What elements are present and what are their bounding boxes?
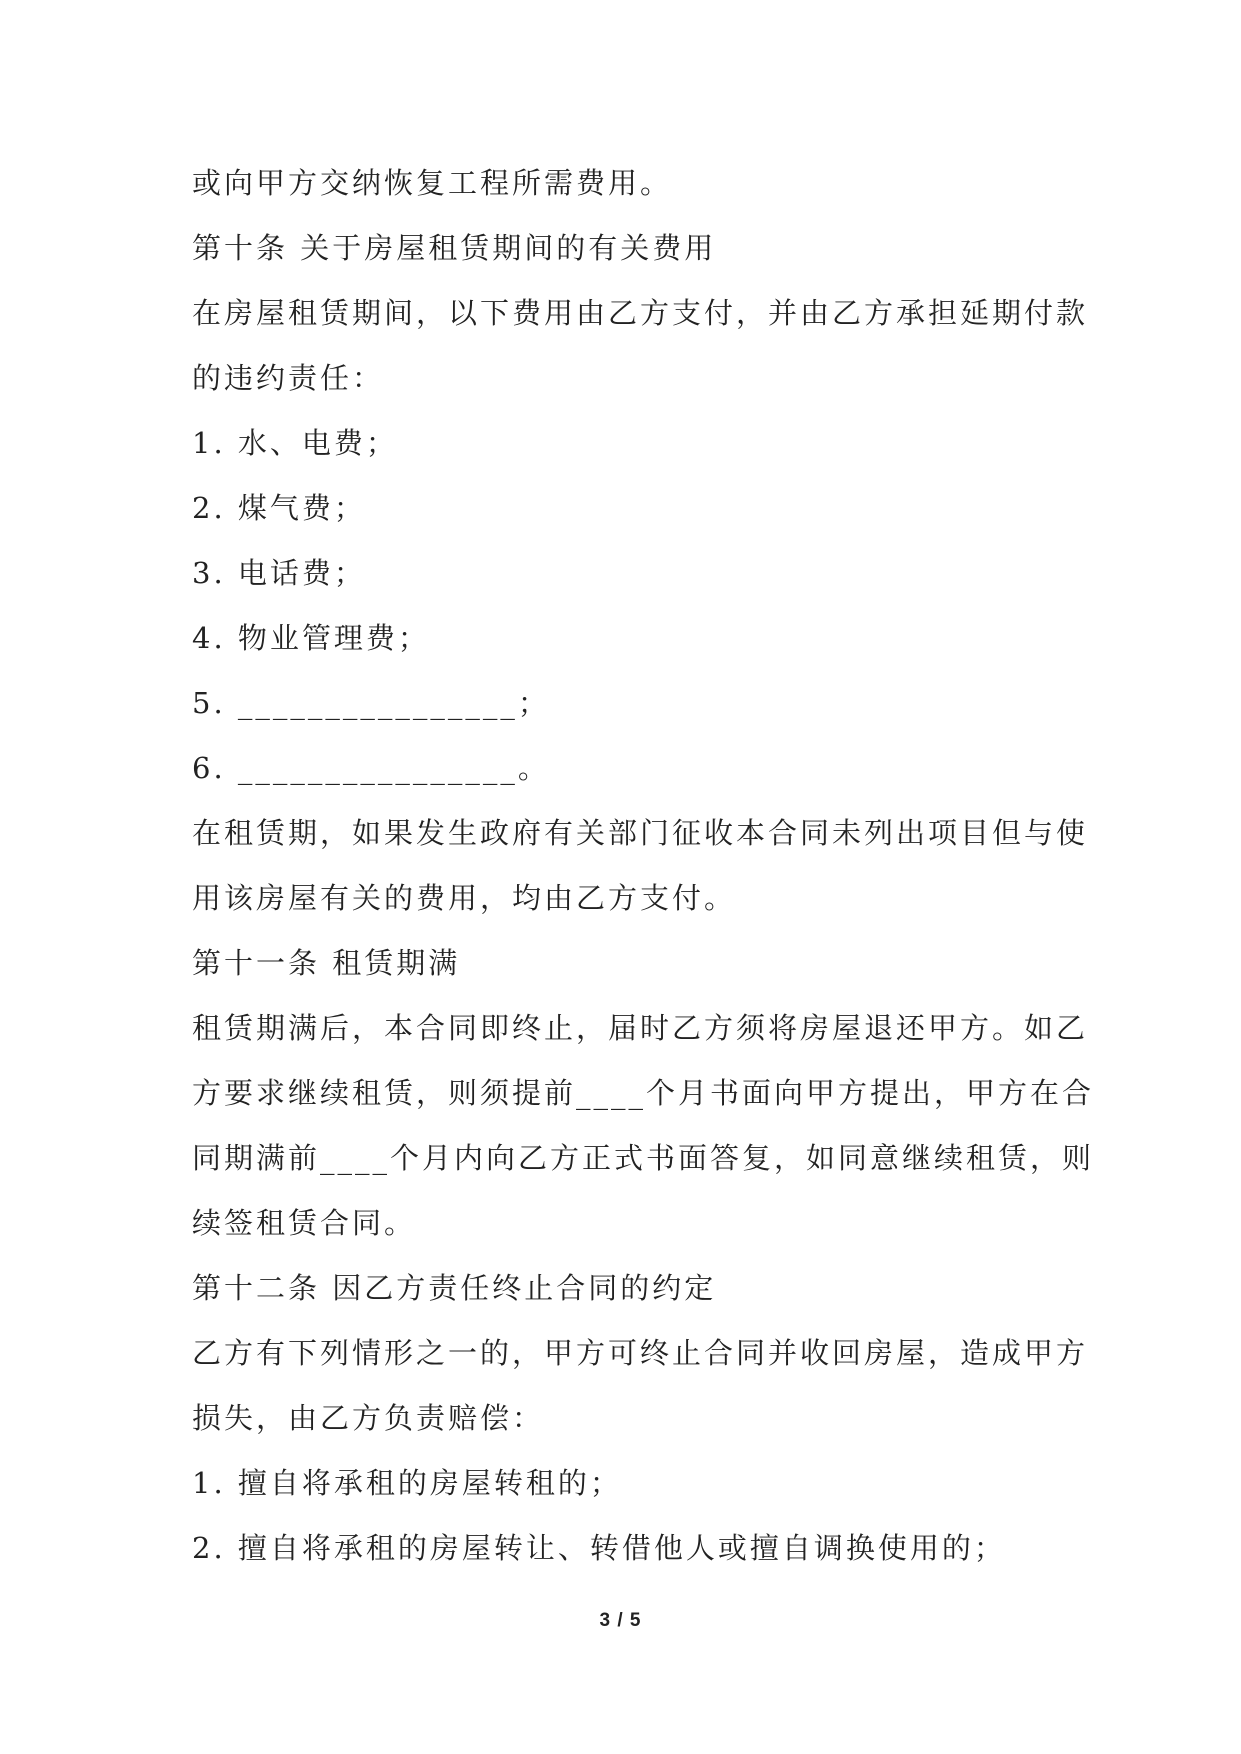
text-line: 在租赁期，如果发生政府有关部门征收本合同未列出项目但与使 (192, 816, 1089, 850)
section-heading-11: 第十一条 租赁期满 (192, 946, 461, 980)
text-line: 乙方有下列情形之一的，甲方可终止合同并收回房屋，造成甲方 (192, 1336, 1089, 1370)
list-item: 1. 水、电费； (192, 426, 398, 460)
text-line: 损失，由乙方负责赔偿： (192, 1401, 545, 1435)
list-item: 1. 擅自将承租的房屋转租的； (192, 1466, 622, 1500)
page-number: 3 / 5 (599, 1610, 642, 1631)
list-item: 3. 电话费； (192, 556, 366, 590)
text-line: 租赁期满后，本合同即终止，届时乙方须将房屋退还甲方。如乙 (192, 1011, 1089, 1045)
text-line: 方要求继续租赁，则须提前____个月书面向甲方提出，甲方在合 (192, 1076, 1095, 1110)
text-line: 用该房屋有关的费用，均由乙方支付。 (192, 881, 737, 915)
list-item: 2. 煤气费； (192, 491, 366, 525)
text-line: 同期满前____个月内向乙方正式书面答复，如同意继续租赁，则 (192, 1141, 1095, 1175)
section-heading-10: 第十条 关于房屋租赁期间的有关费用 (192, 231, 717, 265)
list-item: 4. 物业管理费； (192, 621, 430, 655)
section-heading-12: 第十二条 因乙方责任终止合同的约定 (192, 1271, 717, 1305)
text-line: 在房屋租赁期间，以下费用由乙方支付，并由乙方承担延期付款 (192, 296, 1089, 330)
list-item-blank: 6. ________________。 (192, 751, 550, 785)
list-item: 2. 擅自将承租的房屋转让、转借他人或擅自调换使用的； (192, 1531, 1006, 1565)
list-item-blank: 5. ________________； (192, 686, 550, 720)
text-line: 续签租赁合同。 (192, 1206, 417, 1240)
text-line: 的违约责任： (192, 361, 385, 395)
text-line: 或向甲方交纳恢复工程所需费用。 (192, 166, 673, 200)
